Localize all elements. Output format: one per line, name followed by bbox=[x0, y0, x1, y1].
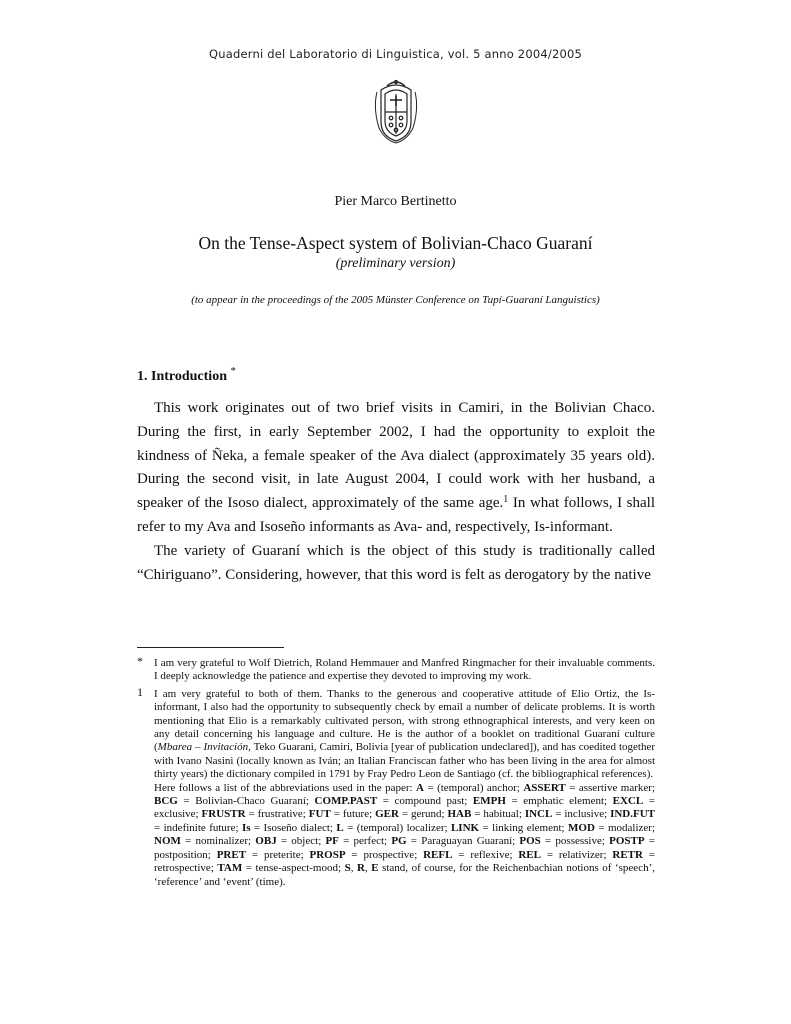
footnote-star-mark: * bbox=[137, 654, 143, 668]
abbreviation-term: IND.FUT bbox=[610, 808, 655, 821]
paragraph-1 bbox=[137, 397, 655, 540]
abbreviation-term: POSTP bbox=[609, 835, 645, 848]
abbreviation-tail: stand, of course, for the Reichenbachian notions of ‘speech’, ‘reference’ and ‘event’ (time). bbox=[154, 862, 655, 888]
abbreviation-entry: ASSERT = assertive marker; bbox=[523, 781, 655, 794]
abbreviation-entry: EMPH = emphatic element; bbox=[472, 795, 613, 808]
abbreviation-term: HAB bbox=[447, 808, 472, 821]
abbreviation-entry: EXCL = exclusive; bbox=[154, 795, 655, 821]
abbreviation-term: REFL bbox=[423, 848, 453, 861]
abbreviation-term: Is bbox=[241, 821, 251, 834]
abbreviation-entry: GER = gerund; bbox=[375, 808, 448, 821]
abbreviation-entry: REFL = reflexive; bbox=[423, 848, 519, 861]
paragraph-2: The variety of Guaraní which is the object of this study is traditionally called “Chiriguano”. Considering, however, that this word is felt as derogatory by the native bbox=[137, 542, 655, 583]
abbreviation-term: PROSP bbox=[309, 848, 346, 861]
abbreviation-term: EMPH bbox=[472, 795, 506, 808]
footnote-ref-star[interactable]: * bbox=[230, 365, 236, 377]
footnote-star-text: I am very grateful to Wolf Dietrich, Roland Hemmauer and Manfred Ringmacher for their invaluable comments. I deeply acknowledge the patience and expertise they devoted to improving my work. bbox=[154, 657, 655, 683]
abbreviation-entry: PROSP = prospective; bbox=[309, 848, 424, 861]
journal-header: Quaderni del Laboratorio di Linguistica, vol. 5 anno 2004/2005 bbox=[208, 47, 583, 61]
abbreviation-entry: Is = Isoseño dialect; bbox=[241, 821, 337, 834]
abbreviation-entry: IND.FUT = indefinite future; bbox=[154, 808, 655, 834]
abbreviation-term: RETR bbox=[612, 848, 643, 861]
abbr-s: S bbox=[344, 862, 351, 875]
abbreviation-term: NOM bbox=[154, 835, 181, 848]
abbreviation-list: Here follows a list of the abbreviations used in the paper: A = (temporal) anchor; ASSERT = assertive marker; BCG = Bolivian-Chaco Guaraní; COMP.PAST = compound past; EMPH = emphatic element; EXCL = exclusive; FRUSTR = frustrative; FUT = future; GER = gerund; HAB = habitual; INCL = inclusive; IND.FUT = indefinite future; Is = Isoseño dialect; L = (temporal) localizer; LINK = linking element; MOD = modalizer; NOM = nominalizer; OBJ = object; PF = perfect; PG = Paraguayan Guaraní; POS = possessive; POSTP = postposition; PRET = preterite; PROSP = prospective; REFL = reflexive; REL = relativizer; RETR = retrospective; TAM = tense-aspect-mood; S, R, E stand, of course, for the Reichenbachian notions of ‘speech’, ‘reference’ and ‘event’ (time). bbox=[154, 781, 656, 888]
abbreviation-term: INCL bbox=[524, 808, 553, 821]
abbreviation-entry: POS = possessive; bbox=[519, 835, 610, 848]
abbreviation-entry: HAB = habitual; bbox=[447, 808, 525, 821]
section-title: 1. Introduction bbox=[137, 369, 227, 384]
footnote-1-text-b: , Teko Guarani, Camiri, Bolivia [year of publication undeclared]), and has coedited together with Ivano Nasini (locally known as Iván; an Italian Franciscan father who has been living in the area for almost thirty years) the dictionary compiled in 1791 by Fray Pedro Leon de Santiago (cf. the bibliographical references). bbox=[154, 741, 656, 781]
abbreviation-term: BCG bbox=[154, 795, 178, 808]
abbreviation-term: GER bbox=[375, 808, 399, 821]
abbreviation-entry: PG = Paraguayan Guaraní; bbox=[391, 835, 520, 848]
abbreviation-term: POS bbox=[519, 835, 541, 848]
abbreviation-term: A bbox=[416, 781, 424, 794]
paper-subtitle: (preliminary version) bbox=[335, 256, 456, 271]
abbreviation-term: PG bbox=[391, 835, 407, 848]
footnote-1-mark: 1 bbox=[137, 684, 143, 699]
abbreviation-entry: PRET = preterite; bbox=[216, 848, 310, 861]
footnote-1-text-a: I am very grateful to both of them. Thanks to the generous and cooperative attitude of Elio Ortiz, the Is-informant, I also had the opportunity to subsequently check by email a number of delicate problems. It is worth mentioning that Elio is a remarkably cultivated person, with strong ethnographical interests, and very keen on any detail concerning his language and culture. He is the author of a booklet on traditional Guaraní culture ( bbox=[154, 687, 655, 754]
author-name: Pier Marco Bertinetto bbox=[334, 194, 457, 209]
abbreviation-entry: RETR = retrospective; bbox=[154, 848, 656, 875]
book-title: Mbarea – Invitación bbox=[157, 741, 249, 754]
abbreviation-term: MOD bbox=[568, 821, 595, 834]
abbreviation-entry: L = (temporal) localizer; bbox=[336, 821, 451, 834]
abbr-e: E bbox=[371, 862, 379, 875]
abbreviation-term: LINK bbox=[450, 821, 480, 834]
abbreviation-entry: INCL = inclusive; bbox=[524, 808, 611, 821]
paragraph-1-text-a: This work originates out of two brief visits in Camiri, in the Bolivian Chaco. During the first, in early September 2002, I had the opportunity to exploit the kindness of Ñeka, a female speaker of the Ava dialect (approximately 35 years old). During the second visit, in late August 2004, I could work with her husband, a speaker of the Isoso dialect, approximately of the same age. bbox=[137, 400, 655, 512]
abbreviation-term: ASSERT bbox=[523, 781, 566, 794]
abbreviation-entry: NOM = nominalizer; bbox=[154, 835, 256, 848]
abbreviation-term: PRET bbox=[216, 848, 247, 861]
abbreviation-entry: TAM = tense-aspect-mood; bbox=[217, 862, 345, 875]
abbreviation-entry: LINK = linking element; bbox=[450, 821, 569, 834]
abbreviation-intro: Here follows a list of the abbreviations used in the paper: bbox=[154, 781, 417, 794]
abbreviation-term: EXCL bbox=[612, 795, 644, 808]
abbreviation-term: TAM bbox=[217, 862, 243, 875]
abbreviation-term: COMP.PAST bbox=[314, 795, 378, 808]
abbr-r: R bbox=[356, 862, 365, 875]
abbreviation-term: FRUSTR bbox=[201, 808, 246, 821]
abbreviation-term: OBJ bbox=[255, 835, 277, 848]
seal-emblem-icon bbox=[371, 78, 421, 144]
paper-title: On the Tense-Aspect system of Bolivian-Chaco Guaraní bbox=[198, 233, 593, 253]
footnote-ref-1[interactable]: 1 bbox=[503, 494, 509, 506]
abbreviation-entry: FRUSTR = frustrative; bbox=[201, 808, 309, 821]
abbreviation-term: PF bbox=[325, 835, 339, 848]
publication-note: (to appear in the proceedings of the 2005 Münster Conference on Tupí-Guaraní Languistics) bbox=[191, 294, 600, 306]
footnote-1-text bbox=[154, 688, 655, 782]
body-text bbox=[137, 397, 655, 587]
abbreviation-entry: OBJ = object; bbox=[255, 835, 326, 848]
footnote-1 bbox=[137, 684, 656, 889]
abbreviation-entry: POSTP = postposition; bbox=[154, 835, 655, 861]
abbreviation-entry: BCG = Bolivian-Chaco Guaraní; bbox=[154, 795, 315, 808]
abbreviation-entries bbox=[154, 782, 655, 874]
abbreviation-entry: COMP.PAST = compound past; bbox=[314, 795, 473, 808]
abbreviation-entry: FUT = future; bbox=[308, 808, 376, 821]
abbreviation-entry: REL = relativizer; bbox=[518, 848, 613, 861]
paragraph-1-text-b: In what follows, I shall refer to my Ava and Isoseño informants as Ava- and, respectively, Is-informant. bbox=[137, 495, 655, 535]
abbreviation-term: L bbox=[336, 821, 344, 834]
section-heading bbox=[137, 365, 236, 385]
abbreviation-entry: PF = perfect; bbox=[325, 835, 392, 848]
abbreviation-entry: A = (temporal) anchor; bbox=[416, 781, 524, 794]
footnote-divider bbox=[137, 647, 284, 648]
footnote-star bbox=[137, 654, 655, 684]
abbreviation-term: REL bbox=[518, 848, 541, 861]
footnotes bbox=[137, 654, 656, 893]
abbreviation-entry: MOD = modalizer; bbox=[568, 821, 656, 834]
abbreviation-term: FUT bbox=[308, 808, 331, 821]
